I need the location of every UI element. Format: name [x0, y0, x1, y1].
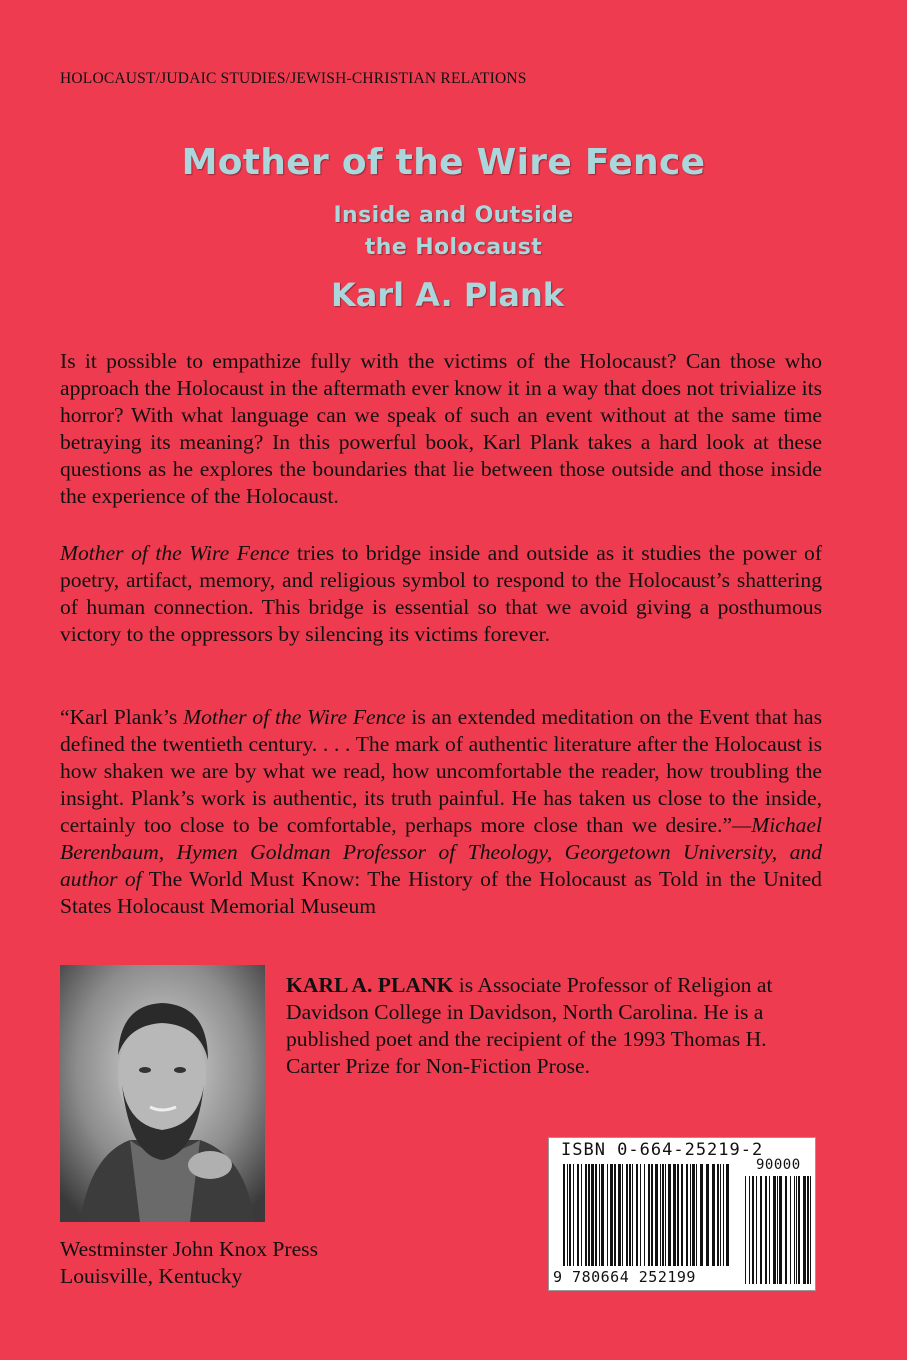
- barcode-bar: [577, 1164, 579, 1266]
- barcode-bar: [660, 1164, 661, 1266]
- barcode-bar: [690, 1164, 691, 1266]
- para2-text: tries to bridge inside and outside as it studies the power of poetry, artifact, memory, and religious symbol to respond to the Holocaust’s shattering of human connection. This bridge is essential so that we avoid giving a posthumous victory to the oppressors by silencing its victims forever.: [60, 541, 823, 646]
- barcode-bar: [614, 1164, 616, 1266]
- ean-digits: 9 780664 252199: [553, 1268, 696, 1286]
- barcode-bar: [665, 1164, 666, 1266]
- barcode-bar: [632, 1164, 633, 1266]
- barcode-bar: [790, 1176, 791, 1284]
- barcode-bar: [585, 1164, 587, 1266]
- barcode-bar: [803, 1176, 806, 1284]
- subtitle-line-2: the Holocaust: [364, 235, 543, 260]
- barcode-bar: [686, 1164, 688, 1266]
- endorsement-quote: [60, 704, 822, 920]
- barcode-bar: [798, 1176, 800, 1284]
- bio-text: is Associate Professor of Religion at Davidson College in Davidson, North Carolina. He is a published poet and the recipient of the 1993 Thomas H. Carter Prize for Non-Fiction Prose.: [286, 973, 773, 1078]
- barcode-bar: [591, 1164, 594, 1266]
- barcode-bar: [636, 1164, 638, 1266]
- quote-start: “Karl Plank’s: [60, 705, 184, 729]
- barcode-bar: [726, 1164, 729, 1266]
- author-bio: [286, 972, 823, 1080]
- isbn-barcode: [548, 1137, 816, 1291]
- barcode-bar: [677, 1164, 679, 1266]
- barcode-bar: [655, 1164, 658, 1266]
- barcode-bar: [760, 1176, 762, 1284]
- barcode-bar: [756, 1176, 757, 1284]
- barcode-bar: [648, 1164, 650, 1266]
- barcode-bar: [745, 1176, 746, 1284]
- barcode-bar: [629, 1164, 631, 1266]
- barcode-bar: [607, 1164, 608, 1266]
- description-paragraph-1: Is it possible to empathize fully with the victims of the Holocaust? Can those who approach the Holocaust in the aftermath ever know it in a way that does not trivialize its horror? With what language can we speak of such an event without at the same time betraying its meaning? In this powerful book, Karl Plank takes a hard look at these questions as he explores the boundaries that lie between those outside and those inside the experience of the Holocaust.: [60, 349, 822, 508]
- barcode-bar: [777, 1176, 778, 1284]
- barcode-bar: [618, 1164, 621, 1266]
- barcode-bar: [588, 1164, 590, 1266]
- barcode-bar: [723, 1164, 724, 1266]
- author-photo: [60, 965, 265, 1222]
- barcode-bar: [769, 1176, 770, 1284]
- author-name: Karl A. Plank: [330, 276, 564, 314]
- barcode-bar: [651, 1164, 653, 1266]
- barcode-bar: [622, 1164, 623, 1266]
- barcode-bar: [796, 1176, 797, 1284]
- barcode-bar: [595, 1164, 597, 1266]
- barcode-bar: [644, 1164, 645, 1266]
- barcode-bar: [626, 1164, 628, 1266]
- barcode-bar: [785, 1176, 787, 1284]
- price-code: 90000: [756, 1157, 801, 1173]
- barcode-bar: [717, 1164, 719, 1266]
- book-subtitle: [0, 200, 907, 264]
- barcode-bar: [696, 1164, 697, 1266]
- barcode-bar: [810, 1176, 811, 1284]
- barcode-bar: [569, 1164, 571, 1266]
- quote-body: is an extended meditation on the Event that has defined the twentieth century. . . . The mark of authentic literature after the Holocaust is how shaken we are by what we read, how uncomfortable the reader, how troubling the insight. Plank’s work is authentic, its truth painful. He has taken us close to the inside, certainly too close to be comfortable, perhaps more close than we desire.”: [60, 705, 823, 837]
- publisher-info: [60, 1236, 318, 1290]
- barcode-bar: [700, 1164, 703, 1266]
- barcode-bar: [712, 1164, 715, 1266]
- barcode-bar: [692, 1164, 695, 1266]
- barcode-bar: [720, 1164, 721, 1266]
- subtitle-line-1: Inside and Outside: [333, 203, 574, 228]
- barcode-bar: [567, 1164, 568, 1266]
- publisher-name: Westminster John Knox Press: [60, 1237, 318, 1261]
- barcode-bar: [773, 1176, 776, 1284]
- barcode-bar: [640, 1164, 641, 1266]
- barcode-bar: [779, 1176, 782, 1284]
- barcode-bar: [765, 1176, 767, 1284]
- barcode-bar: [706, 1164, 709, 1266]
- barcode-bar: [749, 1176, 750, 1284]
- barcode-bar: [563, 1164, 565, 1266]
- barcode-bar: [581, 1164, 582, 1266]
- barcode-bar: [752, 1176, 754, 1284]
- book-title: Mother of the Wire Fence: [181, 142, 706, 183]
- barcode-bar: [794, 1176, 795, 1284]
- barcode-bar: [573, 1164, 574, 1266]
- para2-book-title: Mother of the Wire Fence: [60, 541, 290, 565]
- category-line: HOLOCAUST/JUDAIC STUDIES/JEWISH-CHRISTIAN RELATIONS: [60, 70, 527, 87]
- quote-cited-book: The World Must Know: The History of the Holocaust as Told in the United States Holocaust Memorial Museum: [60, 867, 822, 918]
- barcode-bar: [673, 1164, 676, 1266]
- barcode-bar: [610, 1164, 613, 1266]
- barcode-bar: [681, 1164, 683, 1266]
- barcode-bar: [662, 1164, 664, 1266]
- quote-book-title: Mother of the Wire Fence: [183, 705, 406, 729]
- description-paragraph-2: [60, 540, 822, 648]
- quote-attribution: —Michael Berenbaum, Hymen Goldman Professor of Theology, Georgetown University, and author of: [60, 813, 822, 891]
- barcode-bar: [599, 1164, 600, 1266]
- barcode-bar: [601, 1164, 604, 1266]
- isbn-text: ISBN 0-664-25219-2: [561, 1140, 764, 1160]
- publisher-location: Louisville, Kentucky: [60, 1264, 243, 1288]
- author-portrait-image: [60, 965, 265, 1222]
- barcode-bar: [668, 1164, 671, 1266]
- bio-name: KARL A. PLANK: [286, 973, 454, 997]
- barcode-bar: [807, 1176, 809, 1284]
